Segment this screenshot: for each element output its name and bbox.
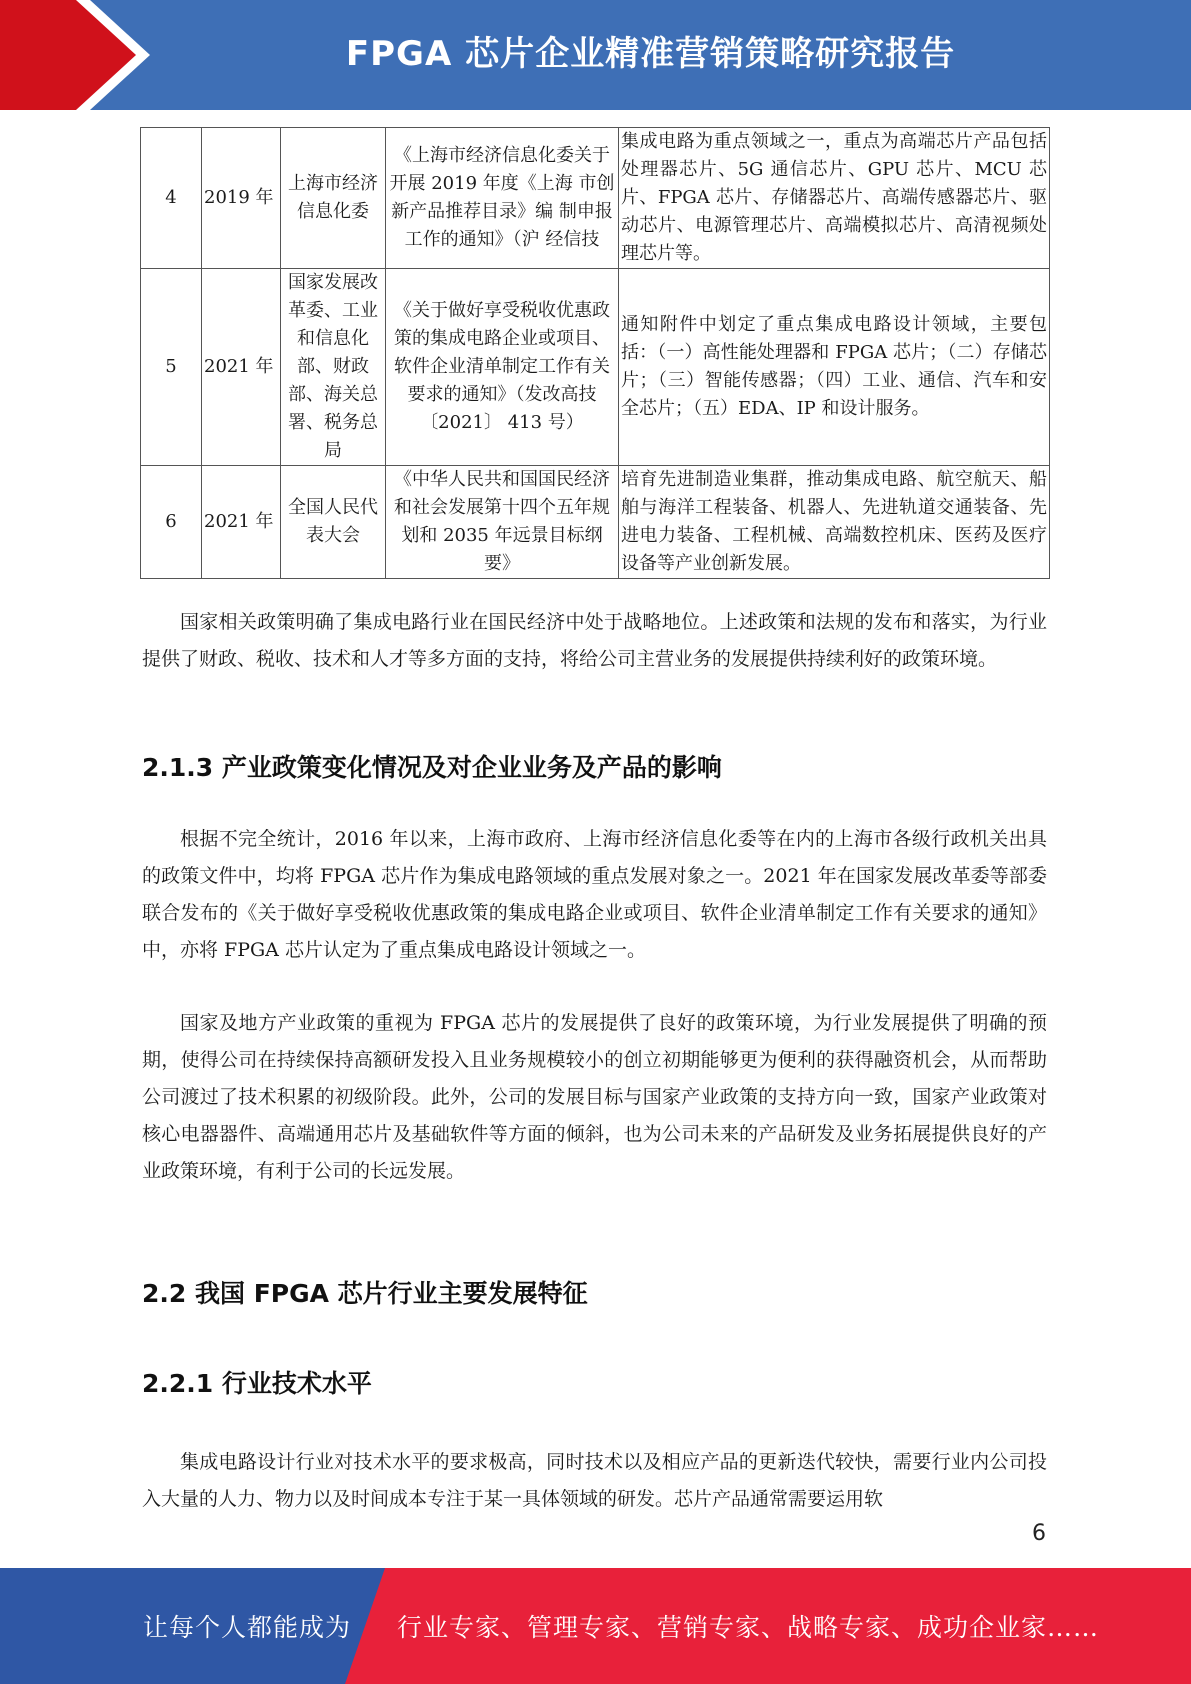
- section-heading-2-1-3: 2.1.3 产业政策变化情况及对企业业务及产品的影响: [142, 753, 722, 782]
- row-year: 2019 年: [202, 128, 281, 269]
- report-title: FPGA 芯片企业精准营销策略研究报告: [345, 34, 956, 74]
- section-heading-2-2: 2.2 我国 FPGA 芯片行业主要发展特征: [142, 1279, 588, 1308]
- page-header: [0, 0, 1191, 110]
- row-year: 2021 年: [202, 466, 281, 579]
- paragraph-tech-level: 集成电路设计行业对技术水平的要求极高，同时技术以及相应产品的更新迭代较快，需要行业内公司投入大量的人力、物力以及时间成本专注于某一具体领域的研发。芯片产品通常需要运用软: [142, 1451, 1047, 1510]
- paragraph-policy-impact: 国家及地方产业政策的重视为 FPGA 芯片的发展提供了良好的政策环境，为行业发展提供了明确的预期，使得公司在持续保持高额研发投入且业务规模较小的创立初期能够更为便利的获得融资机会，从而帮助公司渡过了技术积累的初级阶段。此外，公司的发展目标与国家产业政策的支持方向一致，国家产业政策对核心电器器件、高端通用芯片及基础软件等方面的倾斜，也为公司未来的产品研发及业务拓展提供良好的产业政策环境，有利于公司的长远发展。: [142, 1012, 1047, 1182]
- row-number: 4: [141, 128, 202, 269]
- row-number: 6: [141, 466, 202, 579]
- row-content: 集成电路为重点领域之一，重点为高端芯片产品包括处理器芯片、5G 通信芯片、GPU 芯片、MCU 芯片、FPGA 芯片、存储器芯片、高端传感器芯片、驱动芯片、电源管理芯片、高端模拟芯片、高清视频处理芯片等。: [619, 128, 1050, 269]
- row-issuer: 上海市经济信息化委: [281, 128, 386, 269]
- page-footer: [0, 1568, 1191, 1684]
- page-number: 6: [1032, 1521, 1046, 1546]
- policy-table: [140, 127, 1050, 579]
- row-document: 《上海市经济信息化委关于开展 2019 年度《上海 市创新产品推荐目录》编 制申报工作的通知》（沪 经信技: [386, 128, 619, 269]
- paragraph-policy-statistics: 根据不完全统计，2016 年以来，上海市政府、上海市经济信息化委等在内的上海市各级行政机关出具的政策文件中，均将 FPGA 芯片作为集成电路领域的重点发展对象之一。2021 年在国家发展改革委等部委联合发布的《关于做好享受税收优惠政策的集成电路企业或项目、软件企业清单制定工作有关要求的通知》中，亦将 FPGA 芯片认定为了重点集成电路设计领域之一。: [142, 828, 1047, 961]
- row-content: 培育先进制造业集群，推动集成电路、航空航天、船舶与海洋工程装备、机器人、先进轨道交通装备、先进电力装备、工程机械、高端数控机床、医药及医疗设备等产业创新发展。: [619, 466, 1050, 579]
- row-issuer: 国家发展改革委、工业和信息化部、财政部、海关总署、税务总局: [281, 269, 386, 466]
- footer-slogan-right: 行业专家、管理专家、营销专家、战略专家、成功企业家……: [397, 1613, 1100, 1642]
- table-row: [141, 269, 1050, 466]
- row-document: 《关于做好享受税收优惠政策的集成电路企业或项目、软件企业清单制定工作有关要求的通知》（发改高技〔2021〕 413 号）: [386, 269, 619, 466]
- row-year: 2021 年: [202, 269, 281, 466]
- row-content: 通知附件中划定了重点集成电路设计领域，主要包括：（一）高性能处理器和 FPGA 芯片；（二）存储芯片；（三）智能传感器；（四）工业、通信、汽车和安全芯片；（五）EDA、IP 和设计服务。: [619, 269, 1050, 466]
- footer-slogan-left: 让每个人都能成为: [143, 1613, 352, 1642]
- row-issuer: 全国人民代表大会: [281, 466, 386, 579]
- row-number: 5: [141, 269, 202, 466]
- table-row: [141, 128, 1050, 269]
- table-row: [141, 466, 1050, 579]
- row-document: 《中华人民共和国国民经济和社会发展第十四个五年规划和 2035 年远景目标纲要》: [386, 466, 619, 579]
- paragraph-policy-summary: 国家相关政策明确了集成电路行业在国民经济中处于战略地位。上述政策和法规的发布和落实，为行业提供了财政、税收、技术和人才等多方面的支持，将给公司主营业务的发展提供持续利好的政策环境。: [142, 611, 1047, 670]
- section-heading-2-2-1: 2.2.1 行业技术水平: [142, 1369, 372, 1398]
